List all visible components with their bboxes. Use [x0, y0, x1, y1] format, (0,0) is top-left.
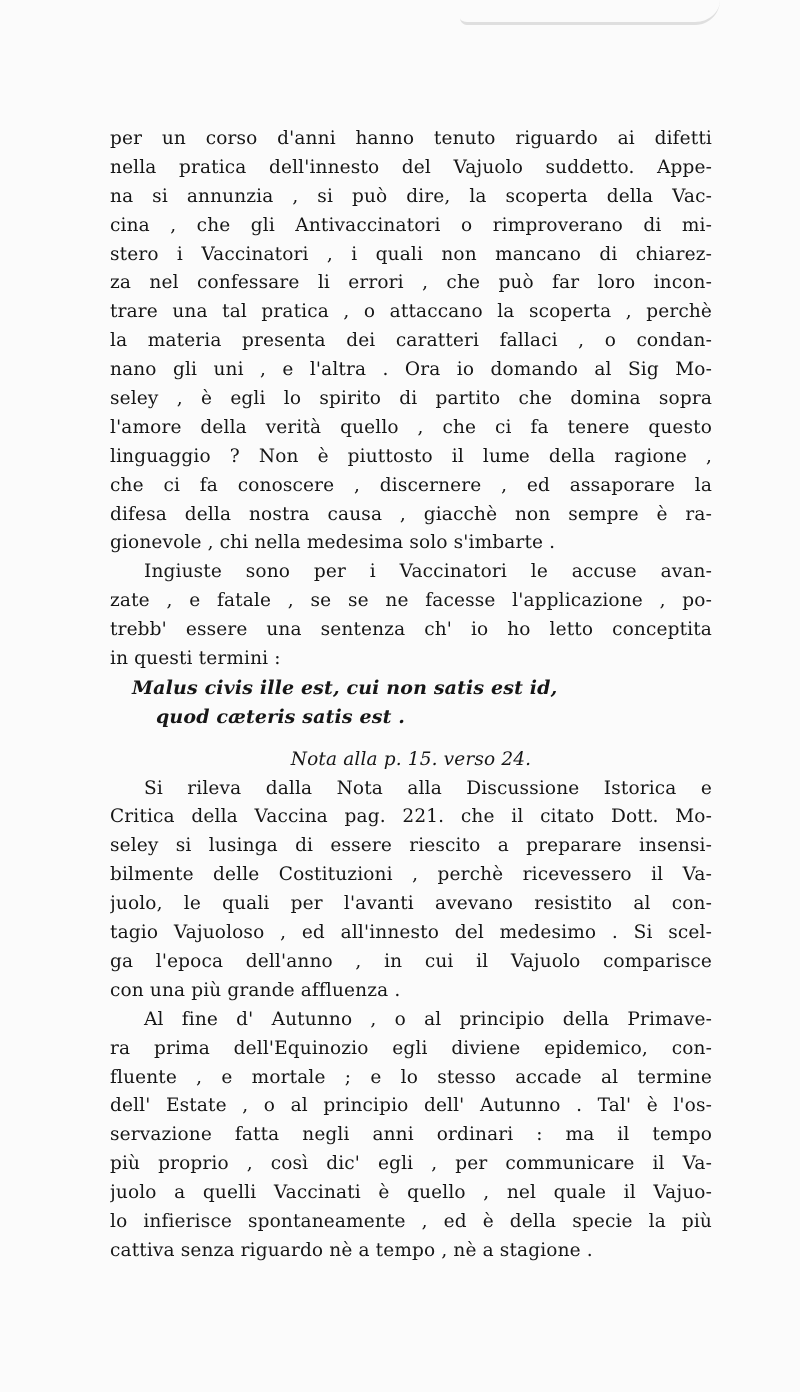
note-heading: Nota alla p. 15. verso 24.	[290, 748, 532, 770]
text-line: che ci fa conoscere , discernere , ed assaporare la	[110, 474, 712, 496]
note-line: ra prima dell'Equinozio egli diviene epidemico, con-	[110, 1037, 712, 1059]
note-line: più proprio , così dic' egli , per communicare il Va-	[110, 1153, 712, 1175]
text-line: nano gli uni , e l'altra . Ora io domando al Sig Mo-	[110, 359, 712, 381]
text-line: seley , è egli lo spirito di partito che domina sopra	[110, 388, 712, 410]
note-line: ga l'epoca dell'anno , in cui il Vajuolo comparisce	[110, 950, 712, 972]
text-line: stero i Vaccinatori , i quali non mancano di chiarez-	[110, 243, 712, 265]
text-line: gionevole , chi nella medesima solo s'imbarte .	[110, 532, 556, 554]
latin-quote-line: Malus civis ille est, cui non satis est id,	[132, 676, 558, 699]
text-line: l'amore della verità quello , che ci fa tenere questo	[110, 416, 712, 438]
text-line: za nel confessare li errori , che può far loro incon-	[110, 272, 712, 294]
text-line: Ingiuste sono per i Vaccinatori le accuse avan-	[144, 561, 712, 583]
note-line: Al fine d' Autunno , o al principio della Primave-	[144, 1008, 712, 1030]
text-line: per un corso d'anni hanno tenuto riguardo ai difetti	[110, 128, 712, 149]
text-line: la materia presenta dei caratteri fallaci , o condan-	[110, 330, 712, 352]
note-line: con una più grande affluenza .	[110, 979, 401, 1001]
note-line: servazione fatta negli anni ordinari : ma il tempo	[110, 1124, 712, 1146]
text-line: zate , e fatale , se se ne facesse l'applicazione , po-	[110, 590, 712, 612]
text-line: linguaggio ? Non è piuttosto il lume della ragione ,	[110, 445, 712, 467]
document-body	[110, 125, 712, 1266]
text-line: na si annunzia , si può dire, la scoperta della Vac-	[110, 185, 712, 207]
note-line: dell' Estate , o al principio dell' Autunno . Tal' è l'os-	[110, 1095, 712, 1117]
text-line: difesa della nostra causa , giacchè non sempre è ra-	[110, 503, 712, 525]
note-line: fluente , e mortale ; e lo stesso accade al termine	[110, 1066, 712, 1088]
note-line: seley si lusinga di essere riescito a preparare insensi-	[110, 835, 712, 857]
text-line: cina , che gli Antivaccinatori o rimproverano di mi-	[110, 214, 712, 236]
note-line: tagio Vajuoloso , ed all'innesto del medesimo . Si scel-	[110, 922, 712, 944]
note-line: juolo, le quali per l'avanti avevano resistito al con-	[110, 893, 712, 915]
note-line: bilmente delle Costituzioni , perchè ricevessero il Va-	[110, 864, 712, 886]
text-line: trare una tal pratica , o attaccano la scoperta , perchè	[110, 301, 712, 323]
note-line: cattiva senza riguardo nè a tempo , nè a stagione .	[110, 1239, 593, 1261]
note-line: Critica della Vaccina pag. 221. che il citato Dott. Mo-	[110, 806, 712, 828]
text-line: in questi termini :	[110, 648, 281, 670]
note-line: juolo a quelli Vaccinati è quello , nel quale il Vajuo-	[110, 1182, 712, 1204]
note-line: lo infierisce spontaneamente , ed è della specie la più	[110, 1210, 712, 1232]
text-line: trebb' essere una sentenza ch' io ho letto conceptita	[110, 619, 712, 641]
text-line: nella pratica dell'innesto del Vajuolo suddetto. Appe-	[110, 156, 712, 178]
note-line: Si rileva dalla Nota alla Discussione Istorica e	[144, 777, 712, 799]
page-edge-shadow	[460, 0, 720, 25]
latin-quote-line: quod cæteris satis est .	[156, 705, 406, 728]
